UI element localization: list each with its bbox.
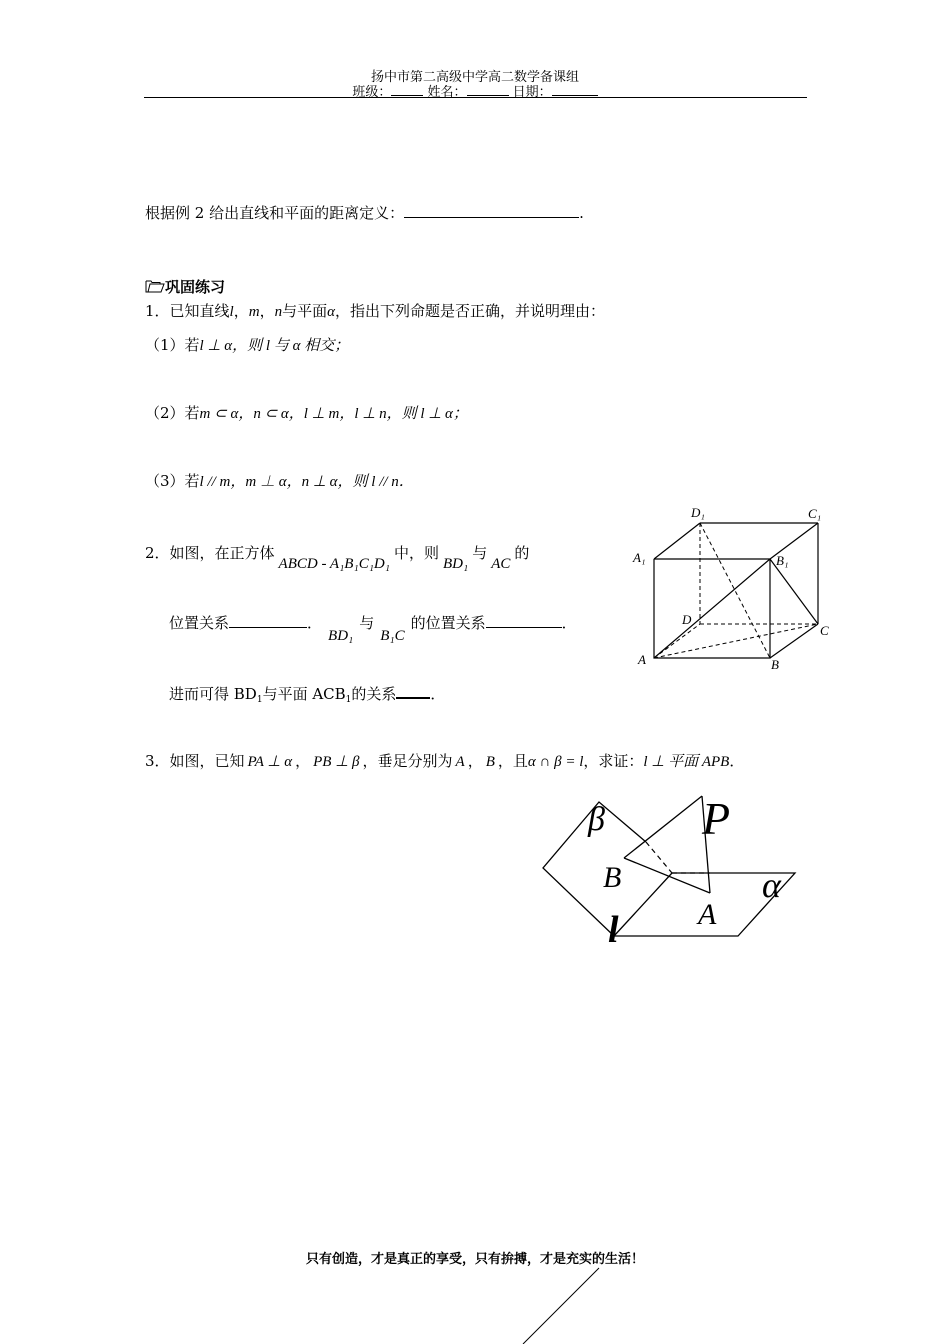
q1-var-m: m: [248, 304, 260, 320]
definition-text: 根据例 2 给出直线和平面的距离定义：: [145, 204, 405, 222]
q2-line2: [169, 612, 577, 644]
q2-line3-sub2: 1: [345, 695, 352, 705]
label-c: C: [820, 623, 829, 638]
label-c1: C₁: [808, 506, 822, 521]
segment-bp: [624, 796, 702, 858]
label-alpha: α: [762, 865, 781, 905]
header-school: 扬中市第二高级中学高二数学备课组: [370, 70, 579, 85]
q3-sep2: ，: [467, 752, 483, 770]
section-title: 巩固练习: [165, 278, 226, 296]
q2-line3: [169, 683, 445, 705]
q2-stem: [145, 542, 530, 572]
label-b-fig: B: [603, 861, 622, 894]
q1-var-l: l: [229, 304, 234, 320]
q2-line3-sub1: 1: [256, 695, 263, 705]
q3-prove: ，求证：: [583, 752, 644, 770]
q2-mid: 中，则: [393, 544, 439, 562]
definition-line: [145, 202, 584, 223]
footer-stroke: [515, 1266, 605, 1344]
q1-part1-prefix: （1）若: [145, 336, 200, 354]
segment-ba: [624, 858, 710, 893]
label-a1: A₁: [633, 550, 646, 565]
footer-motto: 只有创造，才是真正的享受，只有拚搏，才是充实的生活！: [305, 1252, 644, 1267]
edge-a1d1: [654, 523, 700, 559]
q2-cube-name: ABCD - A₁B₁C₁D₁: [278, 556, 390, 572]
date-blank[interactable]: [552, 95, 598, 96]
name-label: 姓名：: [427, 85, 467, 100]
q1-stem-end: ，指出下列命题是否正确，并说明理由：: [334, 302, 605, 320]
q1-stem-mid: 与平面: [282, 302, 328, 320]
q3-cond-prefix: ，且: [497, 752, 528, 770]
date-label: 日期：: [512, 85, 552, 100]
q1-part2: [145, 402, 468, 423]
definition-end: .: [579, 204, 584, 222]
q2-with: 与: [472, 544, 488, 562]
class-blank[interactable]: [391, 95, 423, 96]
q3-pa: PA ⊥ α: [247, 754, 293, 770]
q2-line3-blank[interactable]: [396, 697, 430, 699]
q3-sep1: ，: [295, 752, 311, 770]
q2-bd1-second: BD₁: [328, 628, 354, 644]
q1-part2-prefix: （2）若: [145, 404, 200, 422]
q2-dot2: ．: [561, 614, 577, 632]
q3-stem: [145, 750, 744, 771]
label-a-fig: A: [698, 898, 717, 931]
q3-mid: ，垂足分别为: [362, 752, 453, 770]
q3-b: B: [485, 754, 495, 770]
diag-b1c: [770, 559, 818, 624]
q2-dot3: ．: [430, 685, 446, 703]
q2-dot1: ．: [307, 614, 323, 632]
q1-part1: [145, 334, 349, 355]
q2-line3-b: 与平面 ACB: [262, 685, 346, 703]
label-b1: B₁: [776, 553, 789, 568]
label-beta: β: [588, 801, 605, 838]
q1-stem-text: 1．已知直线: [145, 302, 230, 320]
q2-with-second: 与: [359, 614, 375, 632]
q2-rel2-label: 的位置关系: [410, 614, 486, 632]
label-d: D: [682, 612, 692, 627]
q1-part2-body: m ⊂ α，n ⊂ α，l ⊥ m，l ⊥ n，则 l ⊥ α；: [199, 406, 468, 422]
q2-bd1: BD₁: [442, 556, 469, 572]
q1-var-n: n: [274, 304, 283, 320]
diag-ab1: [654, 559, 770, 658]
q2-rel2-blank[interactable]: [486, 627, 562, 628]
section-heading: [145, 276, 225, 297]
q3-a: A: [455, 754, 465, 770]
diag-bd1-hidden: [700, 523, 770, 658]
q1-var-alpha: α: [327, 304, 335, 320]
label-a: A: [638, 652, 646, 667]
q2-rel1-blank[interactable]: [229, 627, 307, 628]
q2-line3-c: 的关系: [351, 685, 397, 703]
q1-part3-prefix: （3）若: [145, 472, 200, 490]
planes-figure: [530, 790, 810, 950]
name-blank[interactable]: [467, 95, 509, 96]
label-b: B: [771, 657, 779, 672]
q1-part3-body: l // m，m ⊥ α，n ⊥ α，则 l // n．: [199, 474, 414, 490]
q1-stem: 1．已知直线l，m，n与平面α，指出下列命题是否正确，并说明理由：: [145, 302, 605, 320]
q2-stem-text: 2．如图，在正方体: [145, 544, 275, 562]
q3-end: ．: [729, 752, 745, 770]
q1-part3: [145, 470, 414, 491]
q3-cond: α ∩ β = l: [527, 754, 584, 770]
q3-concl: l ⊥ 平面 APB: [643, 754, 730, 770]
q2-line3-a: 进而可得 BD: [169, 685, 257, 703]
q1-part1-body: l ⊥ α，则 l 与 α 相交；: [199, 338, 350, 354]
label-p: P: [702, 793, 731, 844]
q2-b1c: B₁C: [380, 628, 405, 644]
class-label: 班级：: [352, 85, 392, 100]
folder-icon: [145, 279, 165, 293]
line-l: [614, 873, 672, 936]
label-d1: D₁: [691, 505, 705, 520]
cube-figure: [620, 498, 840, 678]
label-l: l: [608, 909, 619, 950]
q2-ac: AC: [491, 556, 511, 572]
q3-pb: PB ⊥ β: [313, 754, 360, 770]
q3-stem-text: 3．如图，已知: [145, 752, 245, 770]
q2-of: 的: [514, 544, 530, 562]
q2-rel1-label: 位置关系: [169, 614, 230, 632]
definition-blank[interactable]: [404, 217, 579, 218]
header-rule: [144, 97, 807, 98]
